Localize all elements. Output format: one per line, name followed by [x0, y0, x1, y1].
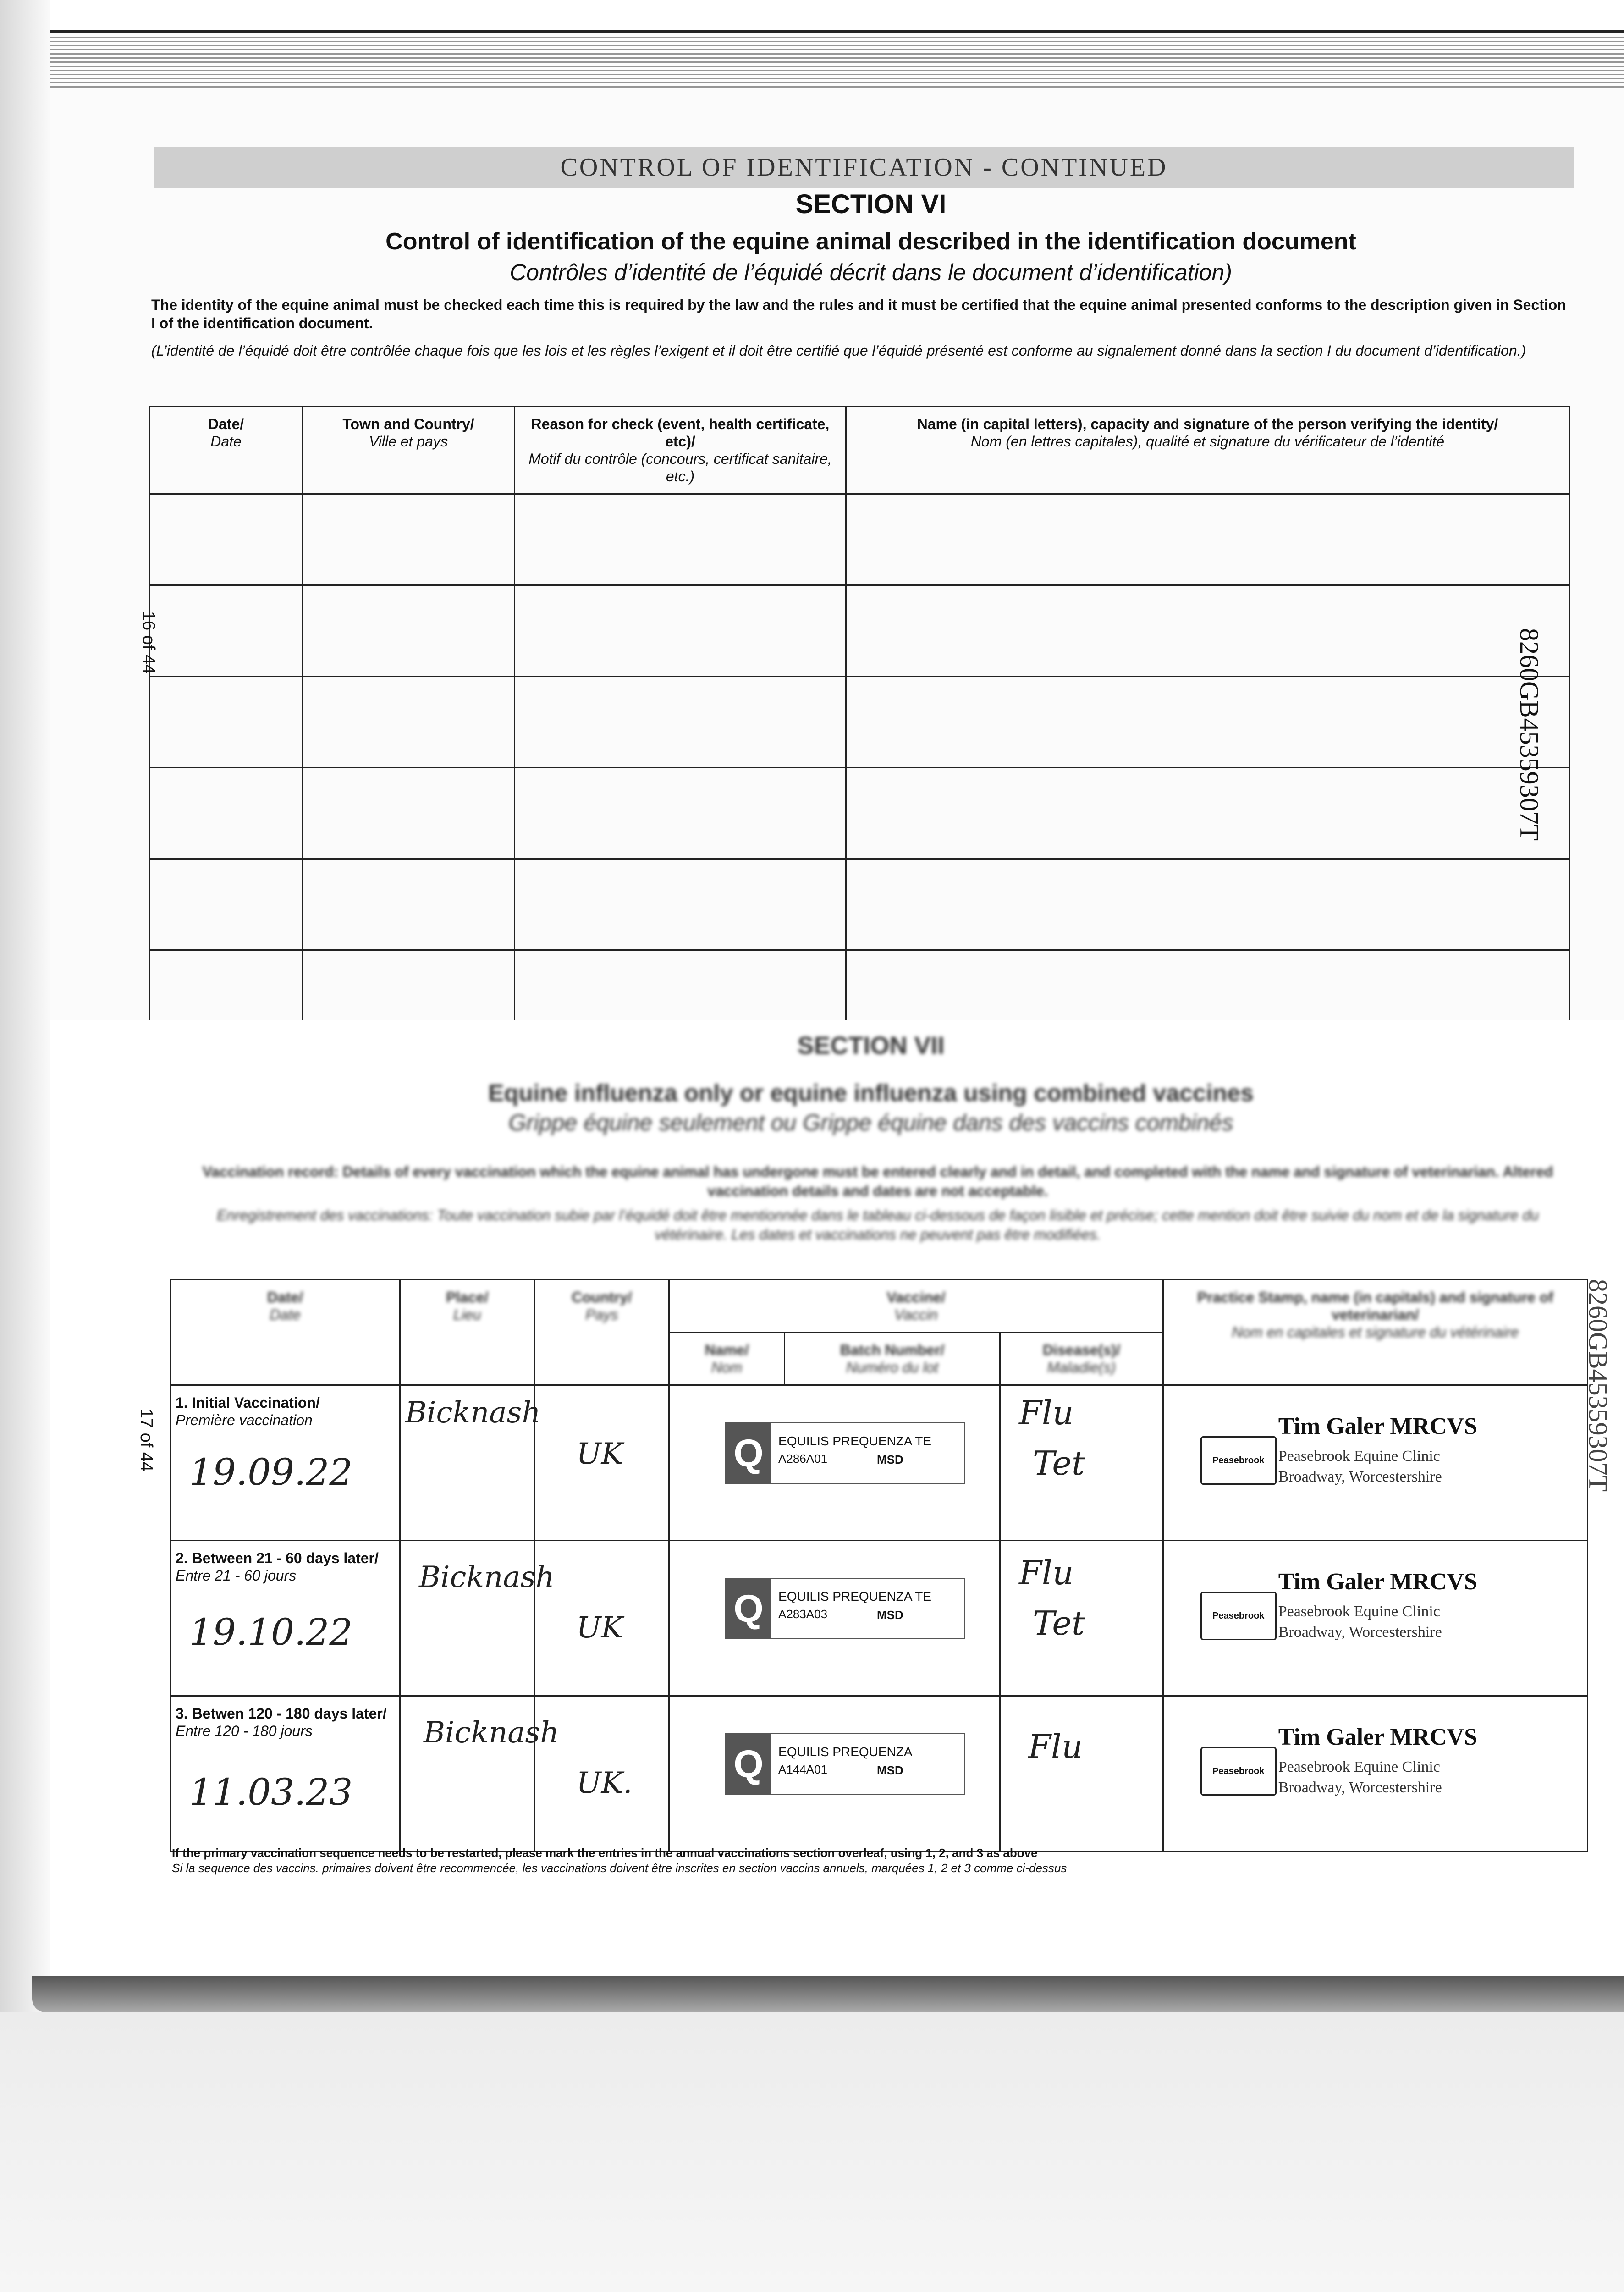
date-cell: 1. Initial Vaccination/ Première vaccination 19.09.22 — [171, 1385, 400, 1541]
q-logo: Q — [726, 1423, 771, 1483]
peasebrook-logo: Peasebrook — [1200, 1436, 1277, 1485]
col-vet-stamp: Practice Stamp, name (in capitals) and signature of veterinarian/ Nom en capitales et signature du vétérinaire — [1163, 1280, 1587, 1385]
binding-shadow — [0, 0, 50, 2292]
table-row — [150, 677, 1569, 768]
col-vaccine: Vaccine/ Vaccin — [669, 1280, 1163, 1333]
section-vi-title: Control of identification of the equine animal described in the identification document — [385, 228, 1356, 255]
col-date: Date/ Date — [150, 407, 303, 494]
table-row — [150, 859, 1569, 950]
section-vii-title: Equine influenza only or equine influenza using combined vaccines — [488, 1080, 1254, 1107]
vaccine-sticker: Q EQUILIS PREQUENZA A144A01 MSD — [725, 1733, 965, 1795]
handwritten-country: UK — [576, 1611, 623, 1645]
vet-stamp: Peasebrook Tim Galer MRCVS Peasebrook Equine Clinic Broadway, Worcestershire — [1200, 1715, 1498, 1816]
vaccination-row-2 — [171, 1541, 1588, 1696]
col-date: Date/ Date — [171, 1280, 400, 1385]
vet-stamp-cell — [1163, 1696, 1587, 1851]
table-row — [150, 768, 1569, 859]
vaccine-sticker: Q EQUILIS PREQUENZA TE A286A01 MSD — [725, 1422, 965, 1484]
date-cell: 2. Between 21 - 60 days later/ Entre 21 - 60 jours 19.10.22 — [171, 1541, 400, 1696]
section-vi-heading: SECTION VI — [795, 189, 947, 219]
vaccine-sticker-cell — [669, 1385, 1000, 1541]
handwritten-place: Bicknash — [423, 1716, 559, 1750]
handwritten-date: 19.09.22 — [189, 1451, 353, 1493]
q-logo: Q — [726, 1579, 771, 1638]
booklet-edge — [32, 1976, 1624, 2012]
vaccination-intro-en: Vaccination record: Details of every vaccination which the equine animal has undergone must be entered clearly and in detail, and completed with the name and signature of veterinarian. Altered vaccination details and dates are not acceptable. — [202, 1163, 1553, 1199]
vaccine-sticker-cell — [669, 1696, 1000, 1851]
handwritten-place: Bicknash — [418, 1560, 555, 1594]
scanner-background — [0, 2012, 1624, 2292]
intro-en: The identity of the equine animal must be checked each time this is required by the law and the rules and it must be certified that the equine animal presented conforms to the description given in Section I of the identification document. — [151, 297, 1566, 331]
col-disease: Disease(s)/ Maladie(s) — [1000, 1333, 1163, 1385]
vaccination-intro-fr: Enregistrement des vaccinations: Toute vaccination subie par l’équidé doit être mentionnée dans le tableau ci-dessous de façon lisible et précise; cette mention doit être suivie du nom et de la signature du vétérinaire. Les dates et vaccinations ne peuvent pas être modifiées. — [216, 1207, 1539, 1243]
place-cell — [400, 1385, 541, 1541]
page-number-16: 16 of 44 — [139, 611, 159, 674]
footer-note-en: If the primary vaccination sequence needs to be restarted, please mark the entries in the annual vaccinations section overleaf, using 1, 2, and 3 as above — [172, 1846, 1038, 1860]
document-code-top: 8260GB45359307T — [1514, 628, 1544, 841]
handwritten-country: UK. — [576, 1766, 633, 1800]
continued-banner: CONTROL OF IDENTIFICATION - CONTINUED — [154, 147, 1574, 188]
col-country: Country/ Pays — [534, 1280, 669, 1385]
section-vi-title-fr: Contrôles d’identité de l’équidé décrit dans le document d’identification) — [510, 259, 1232, 285]
disease-cell: Flu — [1000, 1696, 1163, 1851]
identity-check-table — [149, 406, 1570, 1042]
place-cell — [400, 1541, 555, 1696]
vet-stamp-cell — [1163, 1541, 1587, 1696]
country-cell — [534, 1385, 669, 1541]
msd-logo: MSD — [877, 1608, 903, 1622]
col-town: Town and Country/ Ville et pays — [303, 407, 515, 494]
handwritten-country: UK — [576, 1437, 623, 1471]
vet-stamp: Peasebrook Tim Galer MRCVS Peasebrook Equine Clinic Broadway, Worcestershire — [1200, 1559, 1498, 1660]
section-vii-title-fr: Grippe équine seulement ou Grippe équine dans des vaccins combinés — [508, 1110, 1233, 1135]
place-cell — [400, 1696, 559, 1851]
vaccination-row-1 — [171, 1385, 1588, 1541]
vaccination-row-3 — [171, 1696, 1588, 1851]
document-code-bottom: 8260GB45359307T — [1583, 1279, 1613, 1492]
msd-logo: MSD — [877, 1763, 903, 1777]
col-verifier: Name (in capital letters), capacity and signature of the person verifying the identity/ Nom (en lettres capitales), qualité et signature du vérificateur de l’identité — [846, 407, 1569, 494]
msd-logo: MSD — [877, 1453, 903, 1466]
intro-fr: (L’identité de l’équidé doit être contrôlée chaque fois que les lois et les règles l’exigent et il doit être certifié que l’équidé présenté est conforme au signalement donné dans la section I du document d’identification.) — [151, 342, 1526, 359]
col-reason: Reason for check (event, health certificate, etc)/ Motif du contrôle (concours, certificat sanitaire, etc.) — [515, 407, 846, 494]
col-vaccine-name: Name/ Nom — [669, 1333, 785, 1385]
col-place: Place/ Lieu — [400, 1280, 534, 1385]
peasebrook-logo: Peasebrook — [1200, 1747, 1277, 1796]
q-logo: Q — [726, 1734, 771, 1794]
handwritten-place: Bicknash — [405, 1396, 541, 1430]
vet-stamp-cell — [1163, 1385, 1587, 1541]
disease-cell: Flu Tet — [1000, 1541, 1163, 1696]
handwritten-date: 11.03.23 — [189, 1771, 353, 1813]
vaccination-table — [170, 1279, 1588, 1852]
footer-note-fr: Si la sequence des vaccins. primaires doivent être recommencée, les vaccinations doivent être inscrites en section vaccins annuels, marquées 1, 2 et 3 comme ci-dessus — [172, 1861, 1067, 1875]
table-row — [150, 494, 1569, 585]
handwritten-date: 19.10.22 — [189, 1611, 353, 1653]
col-batch: Batch Number/ Numéro du lot — [785, 1333, 1000, 1385]
disease-cell: Flu Tet — [1000, 1385, 1163, 1541]
vaccine-sticker: Q EQUILIS PREQUENZA TE A283A03 MSD — [725, 1578, 965, 1639]
date-cell: 3. Betwen 120 - 180 days later/ Entre 120 - 180 jours 11.03.23 — [171, 1696, 400, 1851]
vet-stamp: Peasebrook Tim Galer MRCVS Peasebrook Equine Clinic Broadway, Worcestershire — [1200, 1404, 1498, 1505]
page-number-17: 17 of 44 — [137, 1408, 156, 1472]
table-row — [150, 585, 1569, 677]
country-cell — [534, 1541, 669, 1696]
peasebrook-logo: Peasebrook — [1200, 1592, 1277, 1640]
vaccine-sticker-cell — [669, 1541, 1000, 1696]
country-cell — [534, 1696, 669, 1851]
section-vii-heading: SECTION VII — [797, 1032, 945, 1059]
header-hatching — [50, 37, 1624, 89]
